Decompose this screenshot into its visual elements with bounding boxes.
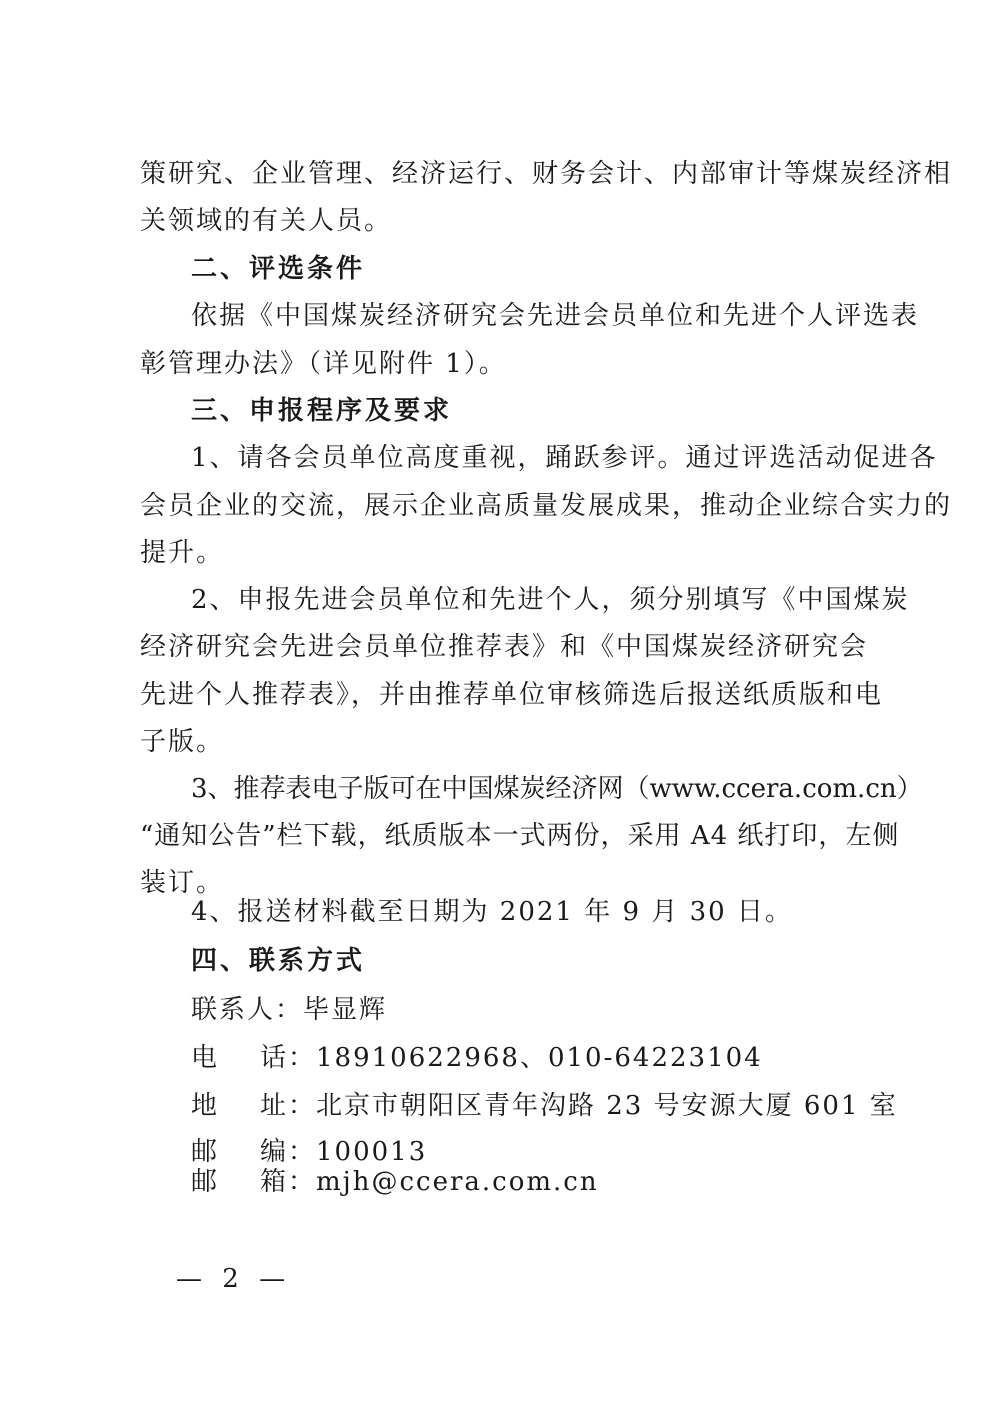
page-number: — 2 — [176,1264,292,1294]
paragraph-line: 2、申报先进会员单位和先进个人，须分别填写《中国煤炭 [191,585,910,615]
address-label: 地址 [191,1091,288,1121]
paragraph-line: 1、请各会员单位高度重视，踊跃参评。通过评选活动促进各 [191,443,938,473]
contact-email [191,1165,831,1199]
paragraph-line: “通知公告”栏下载，纸质版本一式两份，采用 A4 纸打印，左侧 [140,821,900,851]
address-value: ：北京市朝阳区青年沟路 23 号安源大厦 601 室 [288,1091,898,1121]
paragraph-line: 会员企业的交流，展示企业高质量发展成果，推动企业综合实力的 [140,491,953,521]
paragraph-line: 提升。 [140,538,225,568]
paragraph-line: 子版。 [140,727,225,757]
paragraph-line: 先进个人推荐表》，并由推荐单位审核筛选后报送纸质版和电 [140,680,884,710]
paragraph-line: 装订。 [140,868,225,898]
section-heading-contact: 四、联系方式 [191,946,366,976]
email-value: ：mjh@ccera.com.cn [288,1167,599,1197]
contact-postcode [191,1135,831,1169]
paragraph-line: 依据《中国煤炭经济研究会先进会员单位和先进个人评选表 [191,301,920,331]
paragraph-line: 策研究、企业管理、经济运行、财务会计、内部审计等煤炭经济相 [140,159,953,189]
postcode-label: 邮编 [191,1137,288,1167]
section-heading-procedure: 三、申报程序及要求 [191,396,453,426]
contact-address [191,1089,898,1123]
contact-person: 联系人：毕显辉 [191,995,388,1025]
email-label: 邮箱 [191,1167,288,1197]
postcode-value: ：100013 [288,1137,428,1167]
phone-value: ：18910622968、010-64223104 [288,1043,763,1073]
section-heading-criteria: 二、评选条件 [191,254,366,284]
paragraph-line: 3、推荐表电子版可在中国煤炭经济网（www.ccera.com.cn） [191,774,923,804]
paragraph-line: 4、报送材料截至日期为 2021 年 9 月 30 日。 [191,897,793,927]
paragraph-line: 经济研究会先进会员单位推荐表》和《中国煤炭经济研究会 [140,632,869,662]
phone-label: 电话 [191,1043,288,1073]
contact-phone [191,1041,831,1075]
paragraph-line: 彰管理办法》（详见附件 1）。 [140,349,507,379]
paragraph-line: 关领域的有关人员。 [140,206,393,236]
